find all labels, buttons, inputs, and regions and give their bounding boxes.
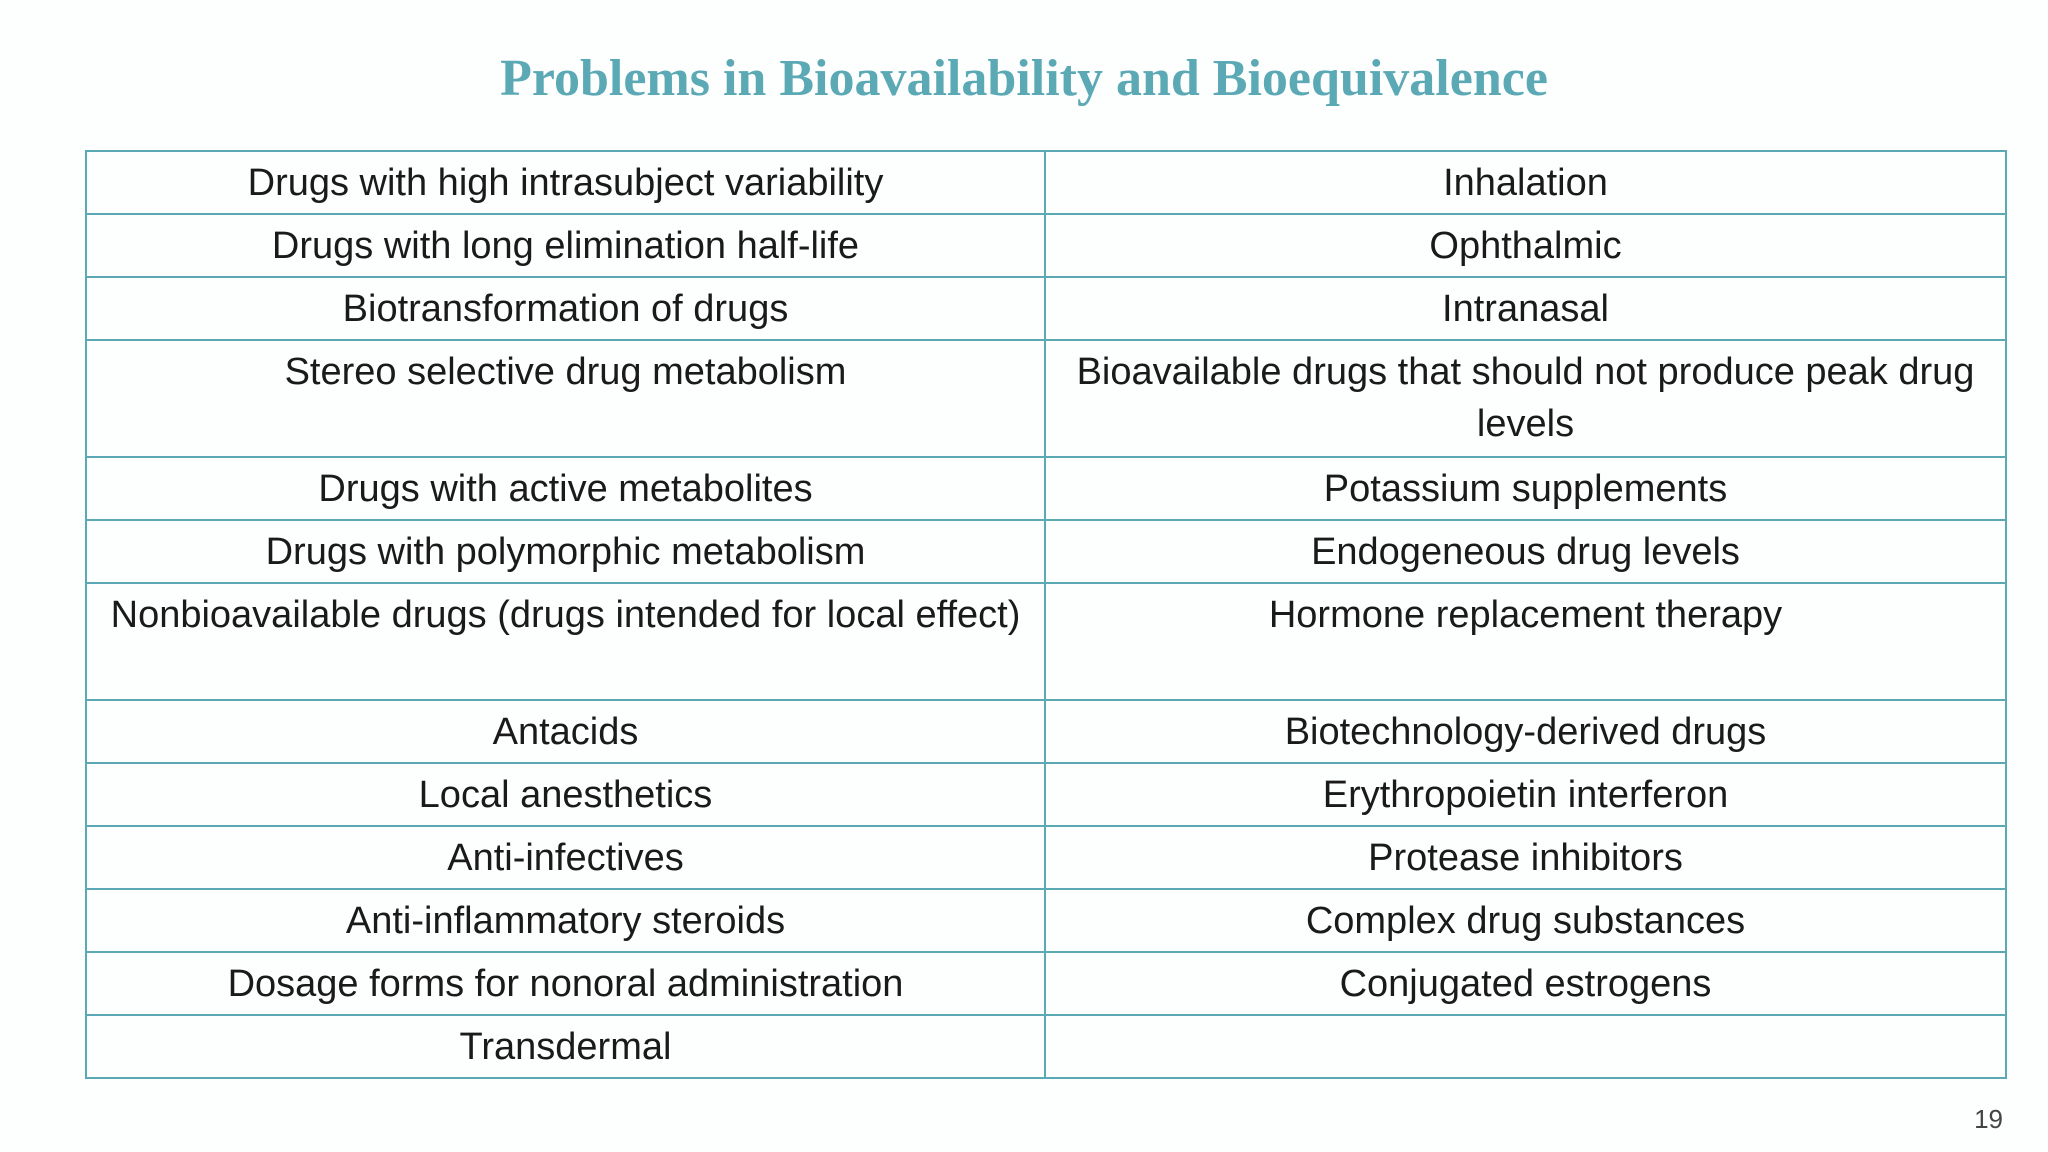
problems-table-container [85,150,2005,1079]
table-cell-right: Ophthalmic [1045,214,2006,277]
table-cell-right [1045,1015,2006,1078]
table-cell-left: Drugs with long elimination half-life [86,214,1045,277]
table-cell-left: Drugs with high intrasubject variability [86,151,1045,214]
table-row [86,583,2006,700]
table-cell-left: Nonbioavailable drugs (drugs intended for local effect) [86,583,1045,700]
table-row [86,520,2006,583]
table-row [86,457,2006,520]
page-number: 19 [1974,1104,2003,1134]
table-cell-left: Anti-inflammatory steroids [86,889,1045,952]
table-cell-left: Antacids [86,700,1045,763]
table-row [86,826,2006,889]
table-cell-right: Inhalation [1045,151,2006,214]
table-cell-left: Anti-infectives [86,826,1045,889]
table-cell-right: Intranasal [1045,277,2006,340]
table-cell-right: Complex drug substances [1045,889,2006,952]
table-cell-left: Stereo selective drug metabolism [86,340,1045,457]
table-cell-right: Protease inhibitors [1045,826,2006,889]
table-cell-right: Biotechnology-derived drugs [1045,700,2006,763]
table-row [86,1015,2006,1078]
table-cell-right: Bioavailable drugs that should not produce peak drug levels [1045,340,2006,457]
table-cell-right: Potassium supplements [1045,457,2006,520]
table-cell-left: Drugs with polymorphic metabolism [86,520,1045,583]
table-cell-right: Hormone replacement therapy [1045,583,2006,700]
table-row [86,340,2006,457]
table-row [86,889,2006,952]
table-row [86,151,2006,214]
table-row [86,700,2006,763]
table-cell-left: Biotransformation of drugs [86,277,1045,340]
table-row [86,277,2006,340]
table-cell-right: Conjugated estrogens [1045,952,2006,1015]
table-cell-left: Local anesthetics [86,763,1045,826]
problems-table [85,150,2007,1079]
table-row [86,763,2006,826]
table-cell-right: Erythropoietin interferon [1045,763,2006,826]
table-cell-left: Transdermal [86,1015,1045,1078]
table-cell-left: Drugs with active metabolites [86,457,1045,520]
table-row [86,214,2006,277]
table-row [86,952,2006,1015]
slide-title: Problems in Bioavailability and Bioequivalence [500,50,1548,107]
table-cell-left: Dosage forms for nonoral administration [86,952,1045,1015]
table-cell-right: Endogeneous drug levels [1045,520,2006,583]
